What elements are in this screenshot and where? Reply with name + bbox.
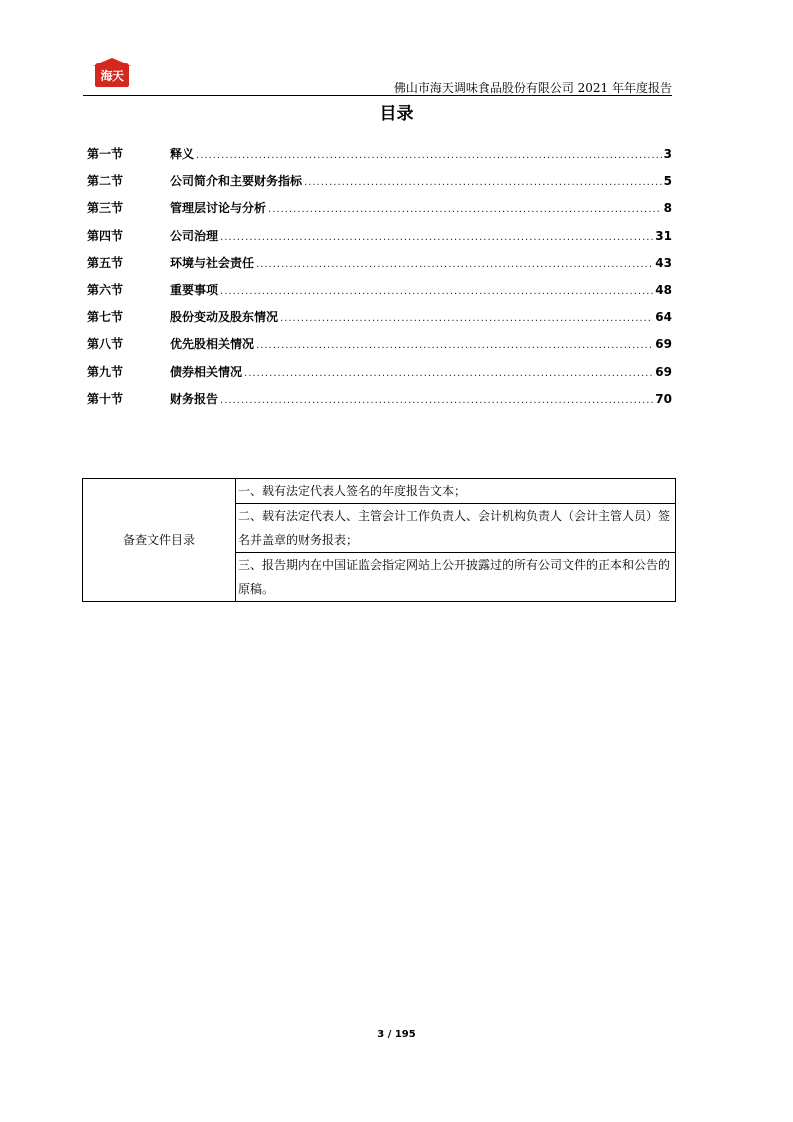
toc-page-number: 5 <box>663 174 672 189</box>
toc-title: 财务报告 <box>170 391 219 406</box>
toc-section: 第十节 <box>87 391 124 406</box>
toc-title: 管理层讨论与分析 <box>170 201 267 216</box>
reference-file-item: 二、载有法定代表人、主管会计工作负责人、会计机构负责人（会计主管人员）签名并盖章的财务报表； <box>236 504 676 553</box>
toc-section: 第四节 <box>87 228 124 243</box>
toc-row[interactable] <box>87 145 672 172</box>
toc-title: 公司治理 <box>170 228 219 243</box>
page-number: 3 / 195 <box>377 1029 416 1040</box>
reference-files-table <box>82 478 676 602</box>
logo-text: 海天 <box>100 68 124 83</box>
toc-page-number: 48 <box>655 282 672 297</box>
toc-row[interactable] <box>87 172 672 199</box>
toc-leader <box>280 313 653 324</box>
toc-section: 第九节 <box>87 364 124 379</box>
toc-leader <box>268 204 662 215</box>
toc-page-number: 64 <box>655 310 672 325</box>
table-of-contents <box>87 145 672 417</box>
toc-row[interactable] <box>87 199 672 226</box>
toc-page-number: 31 <box>655 228 672 243</box>
toc-leader <box>304 177 662 188</box>
toc-page-number: 69 <box>655 337 672 352</box>
toc-title: 公司简介和主要财务指标 <box>170 174 303 189</box>
toc-section: 第三节 <box>87 201 124 216</box>
reference-file-item: 三、报告期内在中国证监会指定网站上公开披露过的所有公司文件的正本和公告的原稿。 <box>236 553 676 602</box>
toc-title: 重要事项 <box>170 282 219 297</box>
toc-section: 第六节 <box>87 282 124 297</box>
toc-title: 债券相关情况 <box>170 364 243 379</box>
toc-row[interactable] <box>87 308 672 335</box>
toc-leader <box>244 368 653 379</box>
toc-page-number: 43 <box>655 255 672 270</box>
toc-section: 第五节 <box>87 255 124 270</box>
toc-section: 第八节 <box>87 337 124 352</box>
table-row <box>83 479 676 504</box>
toc-page-number: 3 <box>663 147 672 161</box>
toc-title: 股份变动及股东情况 <box>170 310 279 325</box>
company-logo <box>95 63 129 87</box>
header-company-report: 佛山市海天调味食品股份有限公司 2021 年年度报告 <box>393 81 672 95</box>
page-title: 目录 <box>379 104 414 124</box>
toc-leader <box>196 150 662 161</box>
toc-title: 优先股相关情况 <box>170 337 255 352</box>
toc-section: 第一节 <box>87 147 124 161</box>
toc-title: 释义 <box>170 147 195 161</box>
reference-file-item: 一、载有法定代表人签名的年度报告文本； <box>236 479 676 504</box>
toc-leader <box>256 259 653 270</box>
toc-title: 环境与社会责任 <box>170 255 255 270</box>
toc-row[interactable] <box>87 254 672 281</box>
toc-row[interactable] <box>87 390 672 417</box>
toc-leader <box>220 395 653 406</box>
toc-row[interactable] <box>87 363 672 390</box>
toc-leader <box>220 232 653 243</box>
toc-row[interactable] <box>87 335 672 362</box>
toc-leader <box>220 286 653 297</box>
reference-files-label: 备查文件目录 <box>83 479 236 602</box>
toc-section: 第二节 <box>87 174 124 189</box>
toc-page-number: 8 <box>663 201 672 216</box>
header-divider <box>83 95 672 96</box>
toc-row[interactable] <box>87 227 672 254</box>
toc-page-number: 69 <box>655 364 672 379</box>
toc-section: 第七节 <box>87 310 124 325</box>
toc-row[interactable] <box>87 281 672 308</box>
toc-page-number: 70 <box>655 391 672 406</box>
toc-leader <box>256 340 653 351</box>
